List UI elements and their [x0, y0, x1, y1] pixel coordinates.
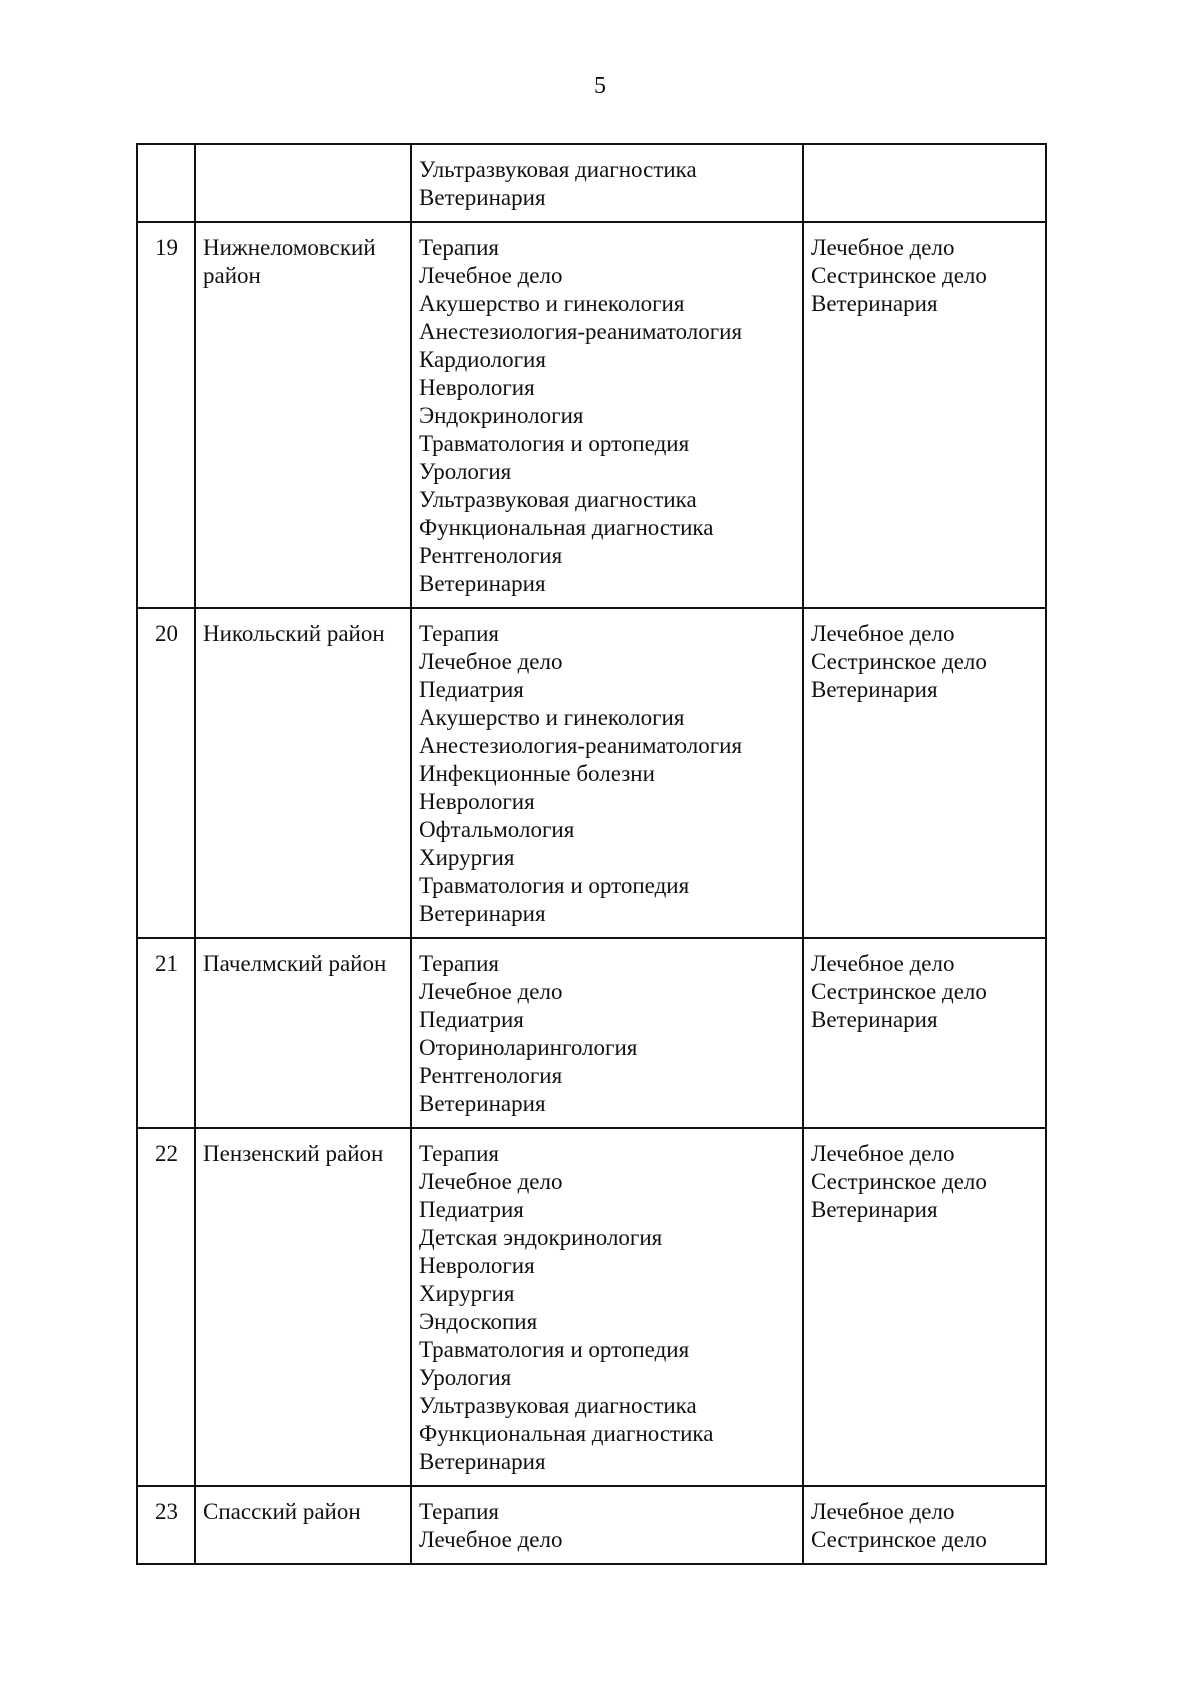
specialty-item: Ветеринария — [419, 901, 546, 926]
specialties-cell — [411, 1128, 803, 1486]
specialties-cell — [411, 608, 803, 938]
specialty-item: Оториноларингология — [419, 1035, 638, 1060]
specialty-item: Педиатрия — [419, 677, 524, 702]
specialty-item: Ультразвуковая диагностика — [419, 487, 697, 512]
specialty-item: Акушерство и гинекология — [419, 705, 685, 730]
specialty-item: Функциональная диагностика — [419, 1421, 714, 1446]
row-number: 23 — [155, 1499, 178, 1524]
specialty-item: Анестезиология-реаниматология — [419, 733, 743, 758]
specialty-item: Ветеринария — [419, 571, 546, 596]
district-cell — [195, 938, 411, 1128]
specialty-item: Рентгенология — [419, 543, 563, 568]
specialty-item: Неврология — [419, 789, 535, 814]
mid-level-item: Ветеринария — [811, 1007, 938, 1032]
specialty-item: Ветеринария — [419, 1091, 546, 1116]
row-number-cell — [137, 222, 195, 608]
row-number: 20 — [155, 621, 178, 646]
mid-level-cell — [803, 144, 1046, 222]
mid-level-item: Ветеринария — [811, 291, 938, 316]
mid-level-item: Сестринское дело — [811, 263, 987, 288]
district-name: Спасский район — [203, 1499, 361, 1524]
specialty-item: Ветеринария — [419, 185, 546, 210]
table-body — [137, 144, 1046, 1564]
row-number: 22 — [155, 1141, 178, 1166]
specialties-cell — [411, 144, 803, 222]
specialty-item: Терапия — [419, 1499, 499, 1524]
table-row — [137, 222, 1046, 608]
specialty-item: Урология — [419, 1365, 512, 1390]
mid-level-item: Сестринское дело — [811, 649, 987, 674]
specialty-item: Детская эндокринология — [419, 1225, 663, 1250]
district-name: Пачелмский район — [203, 951, 387, 976]
specialty-item: Лечебное дело — [419, 1169, 563, 1194]
specialty-item: Травматология и ортопедия — [419, 1337, 690, 1362]
specialties-cell — [411, 938, 803, 1128]
row-number: 19 — [155, 235, 178, 260]
row-number-cell — [137, 1128, 195, 1486]
specialty-item: Лечебное дело — [419, 649, 563, 674]
specialty-item: Ветеринария — [419, 1449, 546, 1474]
specialty-item: Лечебное дело — [419, 1527, 563, 1552]
specialty-item: Терапия — [419, 951, 499, 976]
specialty-item: Травматология и ортопедия — [419, 431, 690, 456]
specialty-item: Неврология — [419, 375, 535, 400]
specialty-item: Офтальмология — [419, 817, 575, 842]
district-cell — [195, 144, 411, 222]
row-number: 21 — [155, 951, 178, 976]
specialty-item: Ультразвуковая диагностика — [419, 157, 697, 182]
specialties-cell — [411, 222, 803, 608]
mid-level-item: Лечебное дело — [811, 1499, 955, 1524]
specialty-item: Эндоскопия — [419, 1309, 538, 1334]
specialty-item: Педиатрия — [419, 1197, 524, 1222]
specialty-item: Травматология и ортопедия — [419, 873, 690, 898]
specialty-item: Неврология — [419, 1253, 535, 1278]
mid-level-cell — [803, 1486, 1046, 1564]
table-row — [137, 1486, 1046, 1564]
district-name: Никольский район — [203, 621, 385, 646]
mid-level-item: Лечебное дело — [811, 621, 955, 646]
specialty-item: Рентгенология — [419, 1063, 563, 1088]
specialty-item: Лечебное дело — [419, 979, 563, 1004]
table-row — [137, 1128, 1046, 1486]
specialty-item: Инфекционные болезни — [419, 761, 655, 786]
district-name: Нижнеломовский район — [203, 235, 376, 288]
mid-level-item: Сестринское дело — [811, 979, 987, 1004]
district-cell — [195, 1128, 411, 1486]
mid-level-item: Лечебное дело — [811, 235, 955, 260]
districts-table — [136, 143, 1047, 1565]
mid-level-item: Лечебное дело — [811, 1141, 955, 1166]
mid-level-item: Ветеринария — [811, 1197, 938, 1222]
district-name: Пензенский район — [203, 1141, 384, 1166]
mid-level-cell — [803, 222, 1046, 608]
row-number-cell — [137, 144, 195, 222]
row-number-cell — [137, 938, 195, 1128]
mid-level-item: Сестринское дело — [811, 1527, 987, 1552]
district-cell — [195, 1486, 411, 1564]
mid-level-cell — [803, 938, 1046, 1128]
mid-level-cell — [803, 608, 1046, 938]
specialty-item: Терапия — [419, 235, 499, 260]
specialties-cell — [411, 1486, 803, 1564]
specialty-item: Терапия — [419, 1141, 499, 1166]
specialty-item: Хирургия — [419, 845, 515, 870]
row-number-cell — [137, 608, 195, 938]
district-cell — [195, 608, 411, 938]
table-row — [137, 144, 1046, 222]
specialty-item: Лечебное дело — [419, 263, 563, 288]
row-number-cell — [137, 1486, 195, 1564]
specialty-item: Урология — [419, 459, 512, 484]
table-row — [137, 938, 1046, 1128]
mid-level-cell — [803, 1128, 1046, 1486]
specialty-item: Акушерство и гинекология — [419, 291, 685, 316]
specialty-item: Ультразвуковая диагностика — [419, 1393, 697, 1418]
table-row — [137, 608, 1046, 938]
mid-level-item: Сестринское дело — [811, 1169, 987, 1194]
district-cell — [195, 222, 411, 608]
specialty-item: Функциональная диагностика — [419, 515, 714, 540]
specialty-item: Анестезиология-реаниматология — [419, 319, 743, 344]
specialty-item: Эндокринология — [419, 403, 584, 428]
mid-level-item: Ветеринария — [811, 677, 938, 702]
specialty-item: Педиатрия — [419, 1007, 524, 1032]
specialty-item: Кардиология — [419, 347, 546, 372]
mid-level-item: Лечебное дело — [811, 951, 955, 976]
specialty-item: Хирургия — [419, 1281, 515, 1306]
specialty-item: Терапия — [419, 621, 499, 646]
page-number: 5 — [594, 73, 606, 99]
